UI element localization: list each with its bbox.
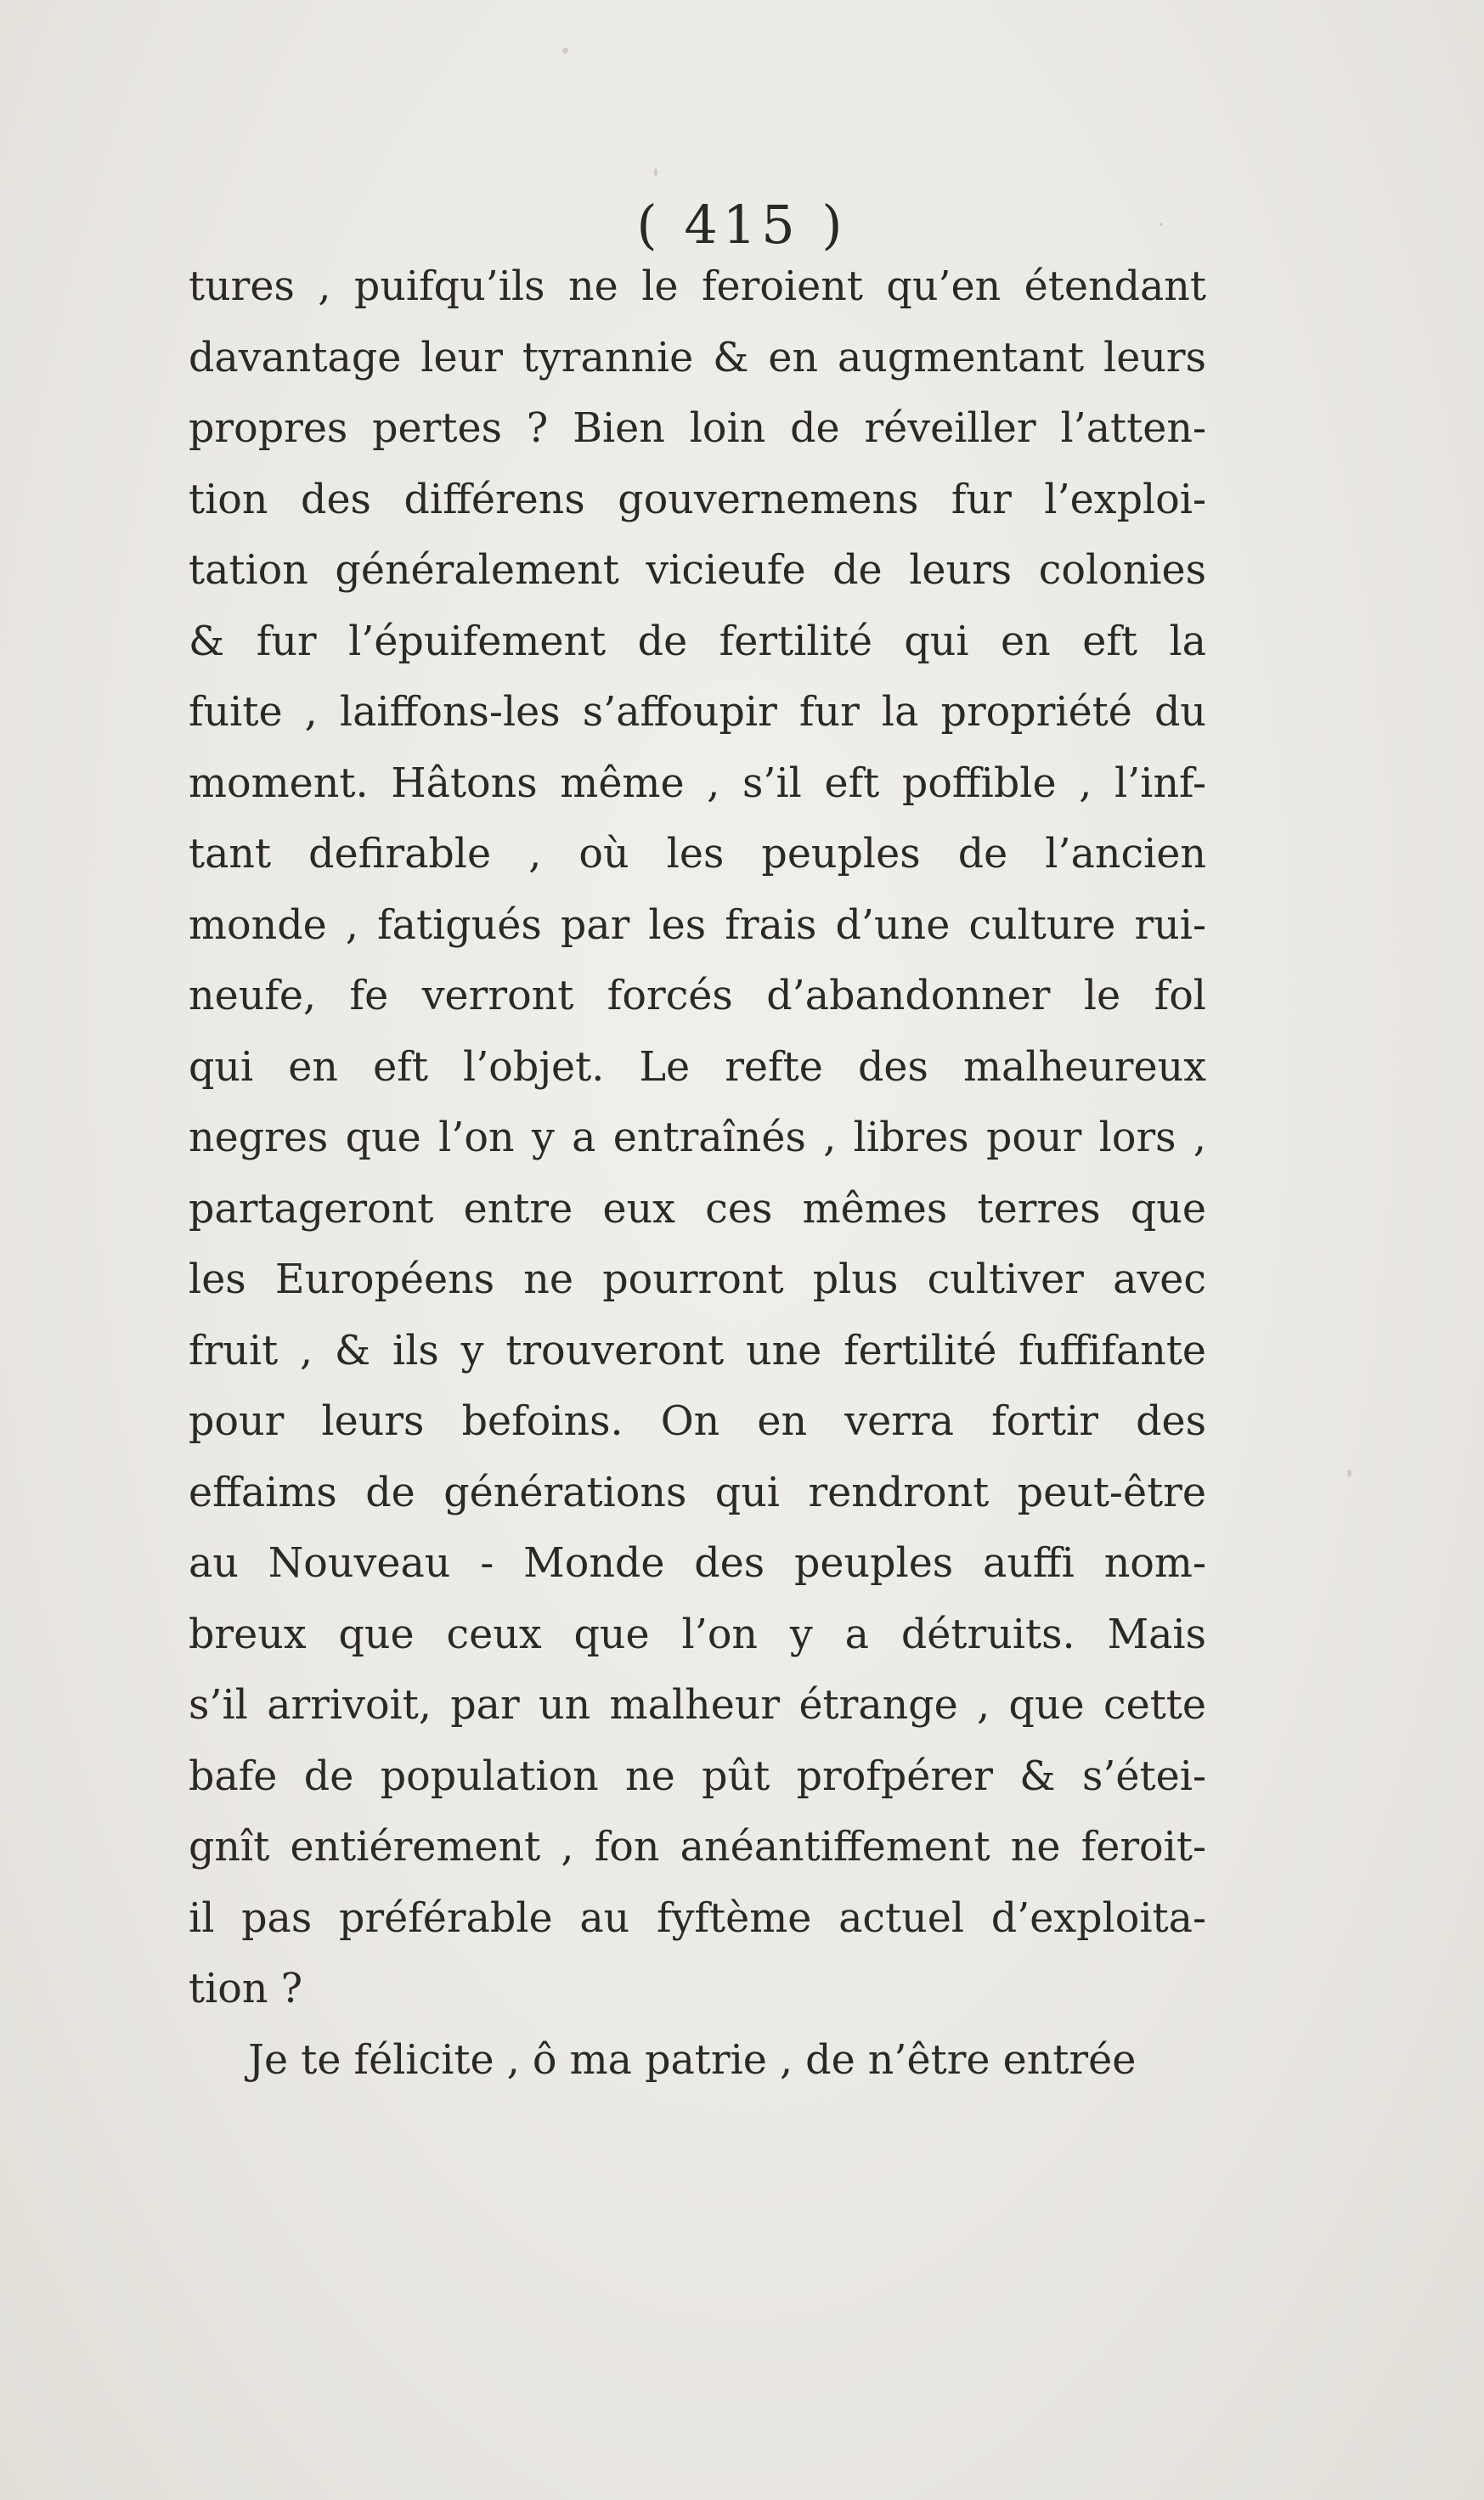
text-line: tion ? xyxy=(189,1966,303,2012)
page-number-header: ( 415 ) xyxy=(636,194,848,256)
text-line: negres que l’on y a entraînés , libres pour lors , xyxy=(189,1115,1206,1161)
text-line: tion des différens gouvernemens fur l’exploi- xyxy=(189,476,1206,523)
text-line: pour leurs befoins. On en verra fortir des xyxy=(189,1398,1206,1445)
text-line: tures , puifqu’ils ne le feroient qu’en étendant xyxy=(189,263,1206,310)
text-line: au Nouveau - Monde des peuples auffi nom- xyxy=(189,1540,1206,1587)
text-line: davantage leur tyrannie & en augmentant leurs xyxy=(189,334,1206,381)
text-line: qui en eft l’objet. Le refte des malheureux xyxy=(189,1043,1206,1091)
text-line: fuite , laiffons-les s’affoupir fur la propriété du xyxy=(189,689,1206,736)
text-line: les Européens ne pourront plus cultiver avec xyxy=(189,1256,1206,1303)
paper-speck xyxy=(1347,1470,1351,1477)
text-line: neufe, fe verront forcés d’abandonner le fol xyxy=(189,973,1206,1019)
text-line: effaims de générations qui rendront peut-être xyxy=(189,1469,1206,1516)
text-line: il pas préférable au fyftème actuel d’exploita- xyxy=(189,1894,1206,1942)
text-line: s’il arrivoit, par un malheur étrange , que cette xyxy=(189,1682,1206,1729)
text-line: moment. Hâtons même , s’il eft poffible , l’inf- xyxy=(189,759,1206,807)
paragraph-first-line: Je te félicite , ô ma patrie , de n’être entrée xyxy=(248,2036,1137,2084)
text-line: bafe de population ne pût profpérer & s’étei- xyxy=(189,1752,1206,1800)
body-text xyxy=(189,251,1206,2096)
text-line: partageront entre eux ces mêmes terres que xyxy=(189,1185,1206,1233)
text-line: gnît entiérement , fon anéantiffement ne feroit- xyxy=(189,1824,1206,1871)
text-line: monde , fatigués par les frais d’une culture rui- xyxy=(189,901,1206,949)
paper-speck xyxy=(654,168,657,177)
paper-speck xyxy=(562,48,568,54)
text-line: fruit , & ils y trouveront une fertilité fuffifante xyxy=(189,1327,1206,1374)
text-line: & fur l’épuifement de fertilité qui en eft la xyxy=(189,618,1206,665)
text-line: tation généralement vicieufe de leurs colonies xyxy=(189,547,1206,594)
text-line: propres pertes ? Bien loin de réveiller l’atten- xyxy=(189,405,1206,452)
text-line: tant defirable , où les peuples de l’ancien xyxy=(189,831,1206,878)
text-line: breux que ceux que l’on y a détruits. Mais xyxy=(189,1611,1206,1658)
